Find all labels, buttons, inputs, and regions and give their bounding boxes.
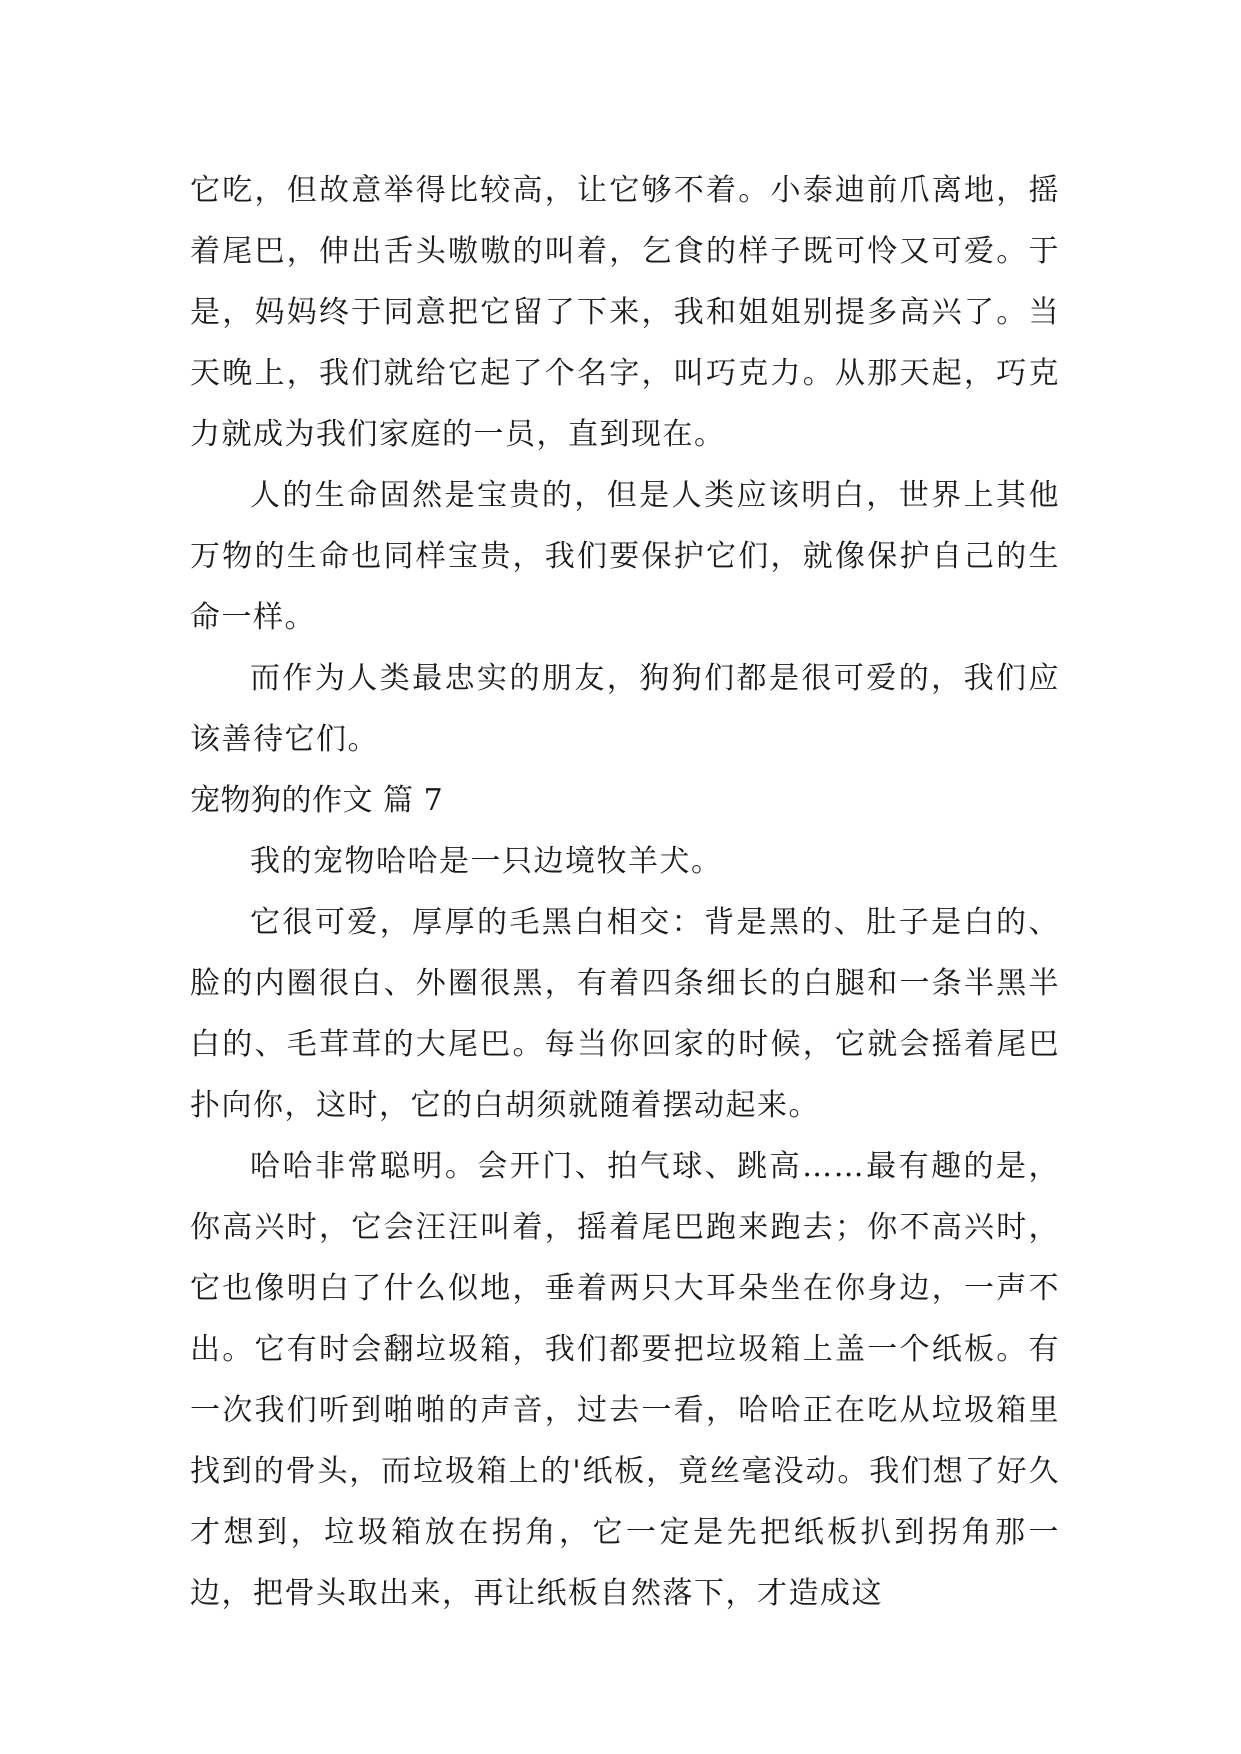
document-body xyxy=(190,160,1060,1624)
paragraph: 我的宠物哈哈是一只边境牧羊犬。 xyxy=(250,844,723,879)
paragraph: 人的生命固然是宝贵的，但是人类应该明白，世界上其他万物的生命也同样宝贵，我们要保护它们，就像保护自己的生命一样。 xyxy=(190,478,1060,635)
paragraph: 哈哈非常聪明。会开门、拍气球、跳高……最有趣的是，你高兴时，它会汪汪叫着，摇着尾巴跑来跑去；你不高兴时，它也像明白了什么似地，垂着两只大耳朵坐在你身边，一声不出。它有时会翻垃圾箱，我们都要把垃圾箱上盖一个纸板。有一次我们听到啪啪的声音，过去一看，哈哈正在吃从垃圾箱里找到的骨头，而垃圾箱上的'纸板，竟丝毫没动。我们想了好久才想到，垃圾箱放在拐角，它一定是先把纸板扒到拐角那一边，把骨头取出来，再让纸板自然落下，才造成这 xyxy=(190,1149,1060,1611)
paragraph: 它很可爱，厚厚的毛黑白相交：背是黑的、肚子是白的、脸的内圈很白、外圈很黑，有着四条细长的白腿和一条半黑半白的、毛茸茸的大尾巴。每当你回家的时候，它就会摇着尾巴扑向你，这时，它的白胡须就随着摆动起来。 xyxy=(190,905,1060,1123)
paragraph: 而作为人类最忠实的朋友，狗狗们都是很可爱的，我们应该善待它们。 xyxy=(190,661,1060,757)
section-heading: 宠物狗的作文 篇 7 xyxy=(190,783,444,818)
paragraph-continued: 它吃，但故意举得比较高，让它够不着。小泰迪前爪离地，摇着尾巴，伸出舌头嗷嗷的叫着，乞食的样子既可怜又可爱。于是，妈妈终于同意把它留了下来，我和姐姐别提多高兴了。当天晚上，我们就给它起了个名字，叫巧克力。从那天起，巧克力就成为我们家庭的一员，直到现在。 xyxy=(190,173,1060,452)
